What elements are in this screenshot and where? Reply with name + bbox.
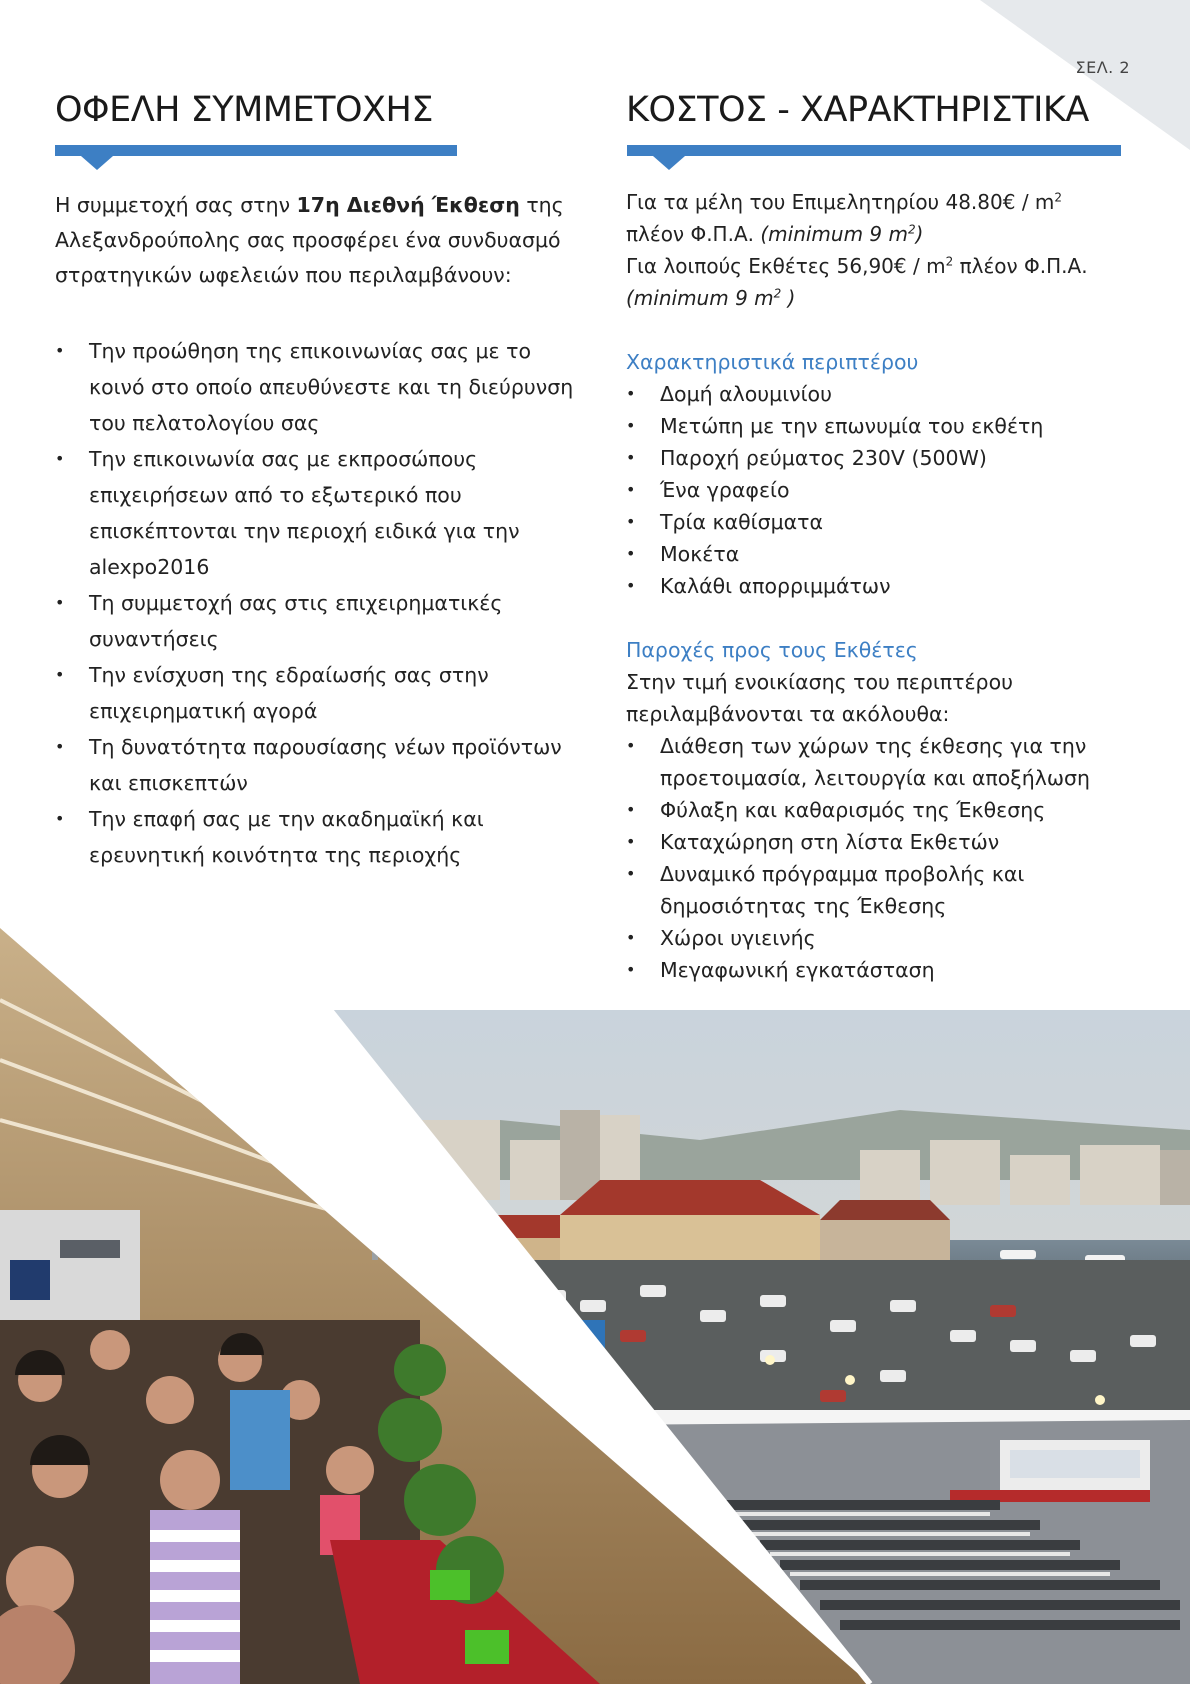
feature-item: • Μοκέτα xyxy=(626,538,1146,570)
service-item: • Μεγαφωνική εγκατάσταση xyxy=(626,954,1146,986)
benefit-item: • Τη δυνατότητα παρουσίασης νέων προϊόντων και επισκεπτών xyxy=(55,729,575,801)
services-list xyxy=(626,730,1146,986)
cost-others-vat: πλέον Φ.Π.Α. xyxy=(953,254,1088,278)
cost-others-sup: 2 xyxy=(945,254,954,269)
feature-item: • Δομή αλουμινίου xyxy=(626,378,1146,410)
benefit-item: • Τη συμμετοχή σας στις επιχειρηματικές συναντήσεις xyxy=(55,585,575,657)
cost-others-min-line xyxy=(626,282,1146,314)
service-item: • Διάθεση των χώρων της έκθεσης για την προετοιμασία, λειτουργία και αποξήλωση xyxy=(626,730,1146,794)
service-item: • Χώροι υγιεινής xyxy=(626,922,1146,954)
benefits-title-rule xyxy=(55,145,457,156)
services-intro: Στην τιμή ενοικίασης του περιπτέρου περιλαμβάνονται τα ακόλουθα: xyxy=(626,670,1013,726)
cost-members-vat-line xyxy=(626,218,1146,250)
benefit-item: • Την επικοινωνία σας με εκπροσώπους επιχειρήσεων από το εξωτερικό που επισκέπτονται την περιοχή ειδικά για την alexpo2016 xyxy=(55,441,575,585)
cost-members-sup: 2 xyxy=(1054,190,1063,205)
cost-title: ΚΟΣΤΟΣ - ΧΑΡΑΚΤΗΡΙΣΤΙΚΑ xyxy=(626,90,1089,130)
features-list xyxy=(626,378,1146,602)
cost-members-text: Για τα μέλη του Επιμελητηρίου 48.80€ / m xyxy=(626,190,1055,214)
page-number: ΣΕΛ. 2 xyxy=(1075,58,1130,77)
cost-members-min: (minimum 9 $m^2$) xyxy=(760,222,924,246)
cost-others-text: Για λοιπούς Εκθέτες 56,90€ / m xyxy=(626,254,946,278)
cost-members-line xyxy=(626,186,1146,218)
benefits-intro-pre: Η συμμετοχή σας στην xyxy=(55,193,297,217)
services-heading: Παροχές προς τους Εκθέτες xyxy=(626,638,918,662)
benefit-item: • Την επαφή σας με την ακαδημαϊκή και ερευνητική κοινότητα της περιοχής xyxy=(55,801,575,873)
service-item: • Καταχώρηση στη λίστα Εκθετών xyxy=(626,826,1146,858)
benefits-list xyxy=(55,333,575,873)
benefits-intro xyxy=(55,188,575,293)
service-item: • Φύλαξη και καθαρισμός της Έκθεσης xyxy=(626,794,1146,826)
cost-others-line xyxy=(626,250,1146,282)
cost-block xyxy=(626,186,1146,314)
cost-members-vat: πλέον Φ.Π.Α. xyxy=(626,222,761,246)
benefit-item: • Την προώθηση της επικοινωνίας σας με το κοινό στο οποίο απευθύνεστε και τη διεύρυνση του πελατολογίου σας xyxy=(55,333,575,441)
service-item: • Δυναμικό πρόγραμμα προβολής και δημοσιότητας της Έκθεσης xyxy=(626,858,1146,922)
feature-item: • Καλάθι απορριμμάτων xyxy=(626,570,1146,602)
benefits-column xyxy=(55,88,575,873)
benefit-item: • Την ενίσχυση της εδραίωσής σας στην επιχειρηματική αγορά xyxy=(55,657,575,729)
feature-item: • Τρία καθίσματα xyxy=(626,506,1146,538)
benefits-title: ΟΦΕΛΗ ΣΥΜΜΕΤΟΧΗΣ xyxy=(55,90,433,130)
features-heading: Χαρακτηριστικά περιπτέρου xyxy=(626,350,919,374)
cost-column xyxy=(626,88,1146,986)
benefits-intro-post: της Αλεξανδρούπολης σας προσφέρει ένα συνδυασμό στρατηγικών ωφελειών που περιλαμβάνουν: xyxy=(55,193,564,287)
feature-item: • Ένα γραφείο xyxy=(626,474,1146,506)
feature-item: • Μετώπη με την επωνυμία του εκθέτη xyxy=(626,410,1146,442)
cost-others-min: (minimum 9 $m^2$ ) xyxy=(626,286,796,310)
feature-item: • Παροχή ρεύματος 230V (500W) xyxy=(626,442,1146,474)
cost-title-rule xyxy=(627,145,1121,156)
benefits-intro-bold: 17η Διεθνή Έκθεση xyxy=(296,193,520,217)
